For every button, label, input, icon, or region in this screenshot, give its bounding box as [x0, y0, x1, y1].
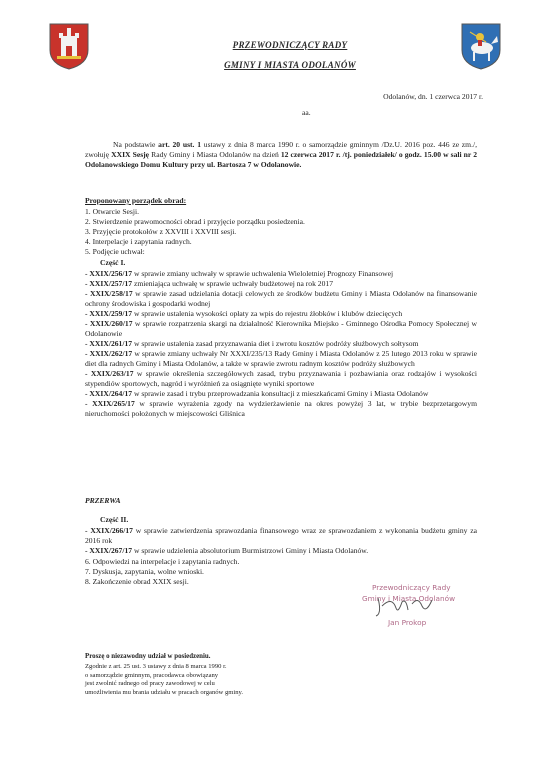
intro-text-3: Rady Gminy i Miasta Odolanów na dzień [149, 150, 281, 159]
intro-bold-1: art. 20 ust. 1 [158, 140, 202, 149]
header-line-2: GMINY I MIASTA ODOLANÓW [224, 60, 356, 70]
resolution-item: - XXIX/264/17 w sprawie zasad i trybu przeprowadzania konsultacji z mieszkańcami Gminy i Miasta Odolanów [85, 389, 429, 398]
break-label: PRZERWA [85, 496, 121, 505]
stamp-line-1: Przewodniczący Rady [372, 583, 451, 592]
agenda-title: Proponowany porządek obrad: [85, 196, 187, 205]
part-2-heading: Część II. [100, 515, 129, 524]
note-line: Zgodnie z art. 25 ust. 3 ustawy z dnia 8 marca 1990 r. [85, 663, 227, 670]
resolutions-part-1 [85, 269, 477, 419]
resolution-item: - XXIX/267/17 w sprawie udzielenia absolutorium Burmistrzowi Gminy i Miasta Odolanów. [85, 546, 369, 555]
resolution-item: - XXIX/257/17 zmieniająca uchwałę w sprawie uchwały budżetowej na rok 2017 [85, 279, 333, 288]
resolution-item: - XXIX/256/17 w sprawie zmiany uchwały w sprawie uchwalenia Wieloletniej Prognozy Finansowej [85, 269, 394, 278]
town-crest-left [48, 22, 90, 70]
note-line: o samorządzie gminnym, pracodawca obowiązany [85, 671, 219, 679]
intro-bold-3: 12 czerwca 2017 r. /tj. poniedziałek/ o godz. 15.00 w sali nr 2 Odolanowskiego Domu Kultury przy ul. Bartosza 7 w Odolanowie. [85, 150, 477, 169]
header-line-1: PRZEWODNICZĄCY RADY [232, 40, 348, 50]
resolution-item: - XXIX/265/17 w sprawie wyrażenia zgody na wydzierżawienie na okres powyżej 3 lat, w trybie bezprzetargowym nieruchomości położonych w miejscowości Gliśnica [85, 399, 477, 418]
note-line: umożliwienia mu brania udziału w pracach organów gminy. [85, 689, 244, 697]
resolution-item: - XXIX/260/17 w sprawie rozpatrzenia skargi na działalność Kierownika Miejsko - Gminnego Ośrodka Pomocy Społecznej w Odolanowie [85, 319, 477, 338]
intro-text-1: Na podstawie [113, 140, 159, 149]
agenda-item: 5. Podjęcie uchwał: [85, 247, 145, 256]
agenda-item: 7. Dyskusja, zapytania, wolne wnioski. [85, 567, 204, 576]
agenda-item: 6. Odpowiedzi na interpelacje i zapytania radnych. [85, 557, 240, 566]
agenda-item: 2. Stwierdzenie prawomocności obrad i przyjęcie porządku posiedzenia. [85, 217, 305, 226]
note-title: Proszę o niezawodny udział w posiedzeniu. [85, 653, 211, 660]
resolution-item: - XXIX/259/17 w sprawie ustalenia wysokości opłaty za wpis do rejestru żłobków i klubów dziecięcych [85, 309, 403, 318]
resolution-item: - XXIX/266/17 w sprawie zatwierdzenia sprawozdania finansowego wraz ze sprawozdaniem z wykonania budżetu gminy za 2016 rok [85, 526, 477, 545]
date-line: Odolanów, dn. 1 czerwca 2017 r. [383, 92, 483, 101]
part-1-heading: Część I. [100, 258, 126, 267]
signature-scribble-icon [372, 594, 442, 620]
agenda-list-1 [85, 207, 477, 257]
note-line: jest zwolnić radnego od pracy zawodowej w celu [85, 680, 215, 688]
reference-mark: aa. [302, 108, 311, 117]
resolution-item: - XXIX/258/17 w sprawie zasad udzielania dotacji celowych ze środków budżetu Gminy i Miasta Odolanów na finansowanie ochrony środowiska i gospodarki wodnej [85, 289, 477, 308]
intro-paragraph [85, 140, 477, 170]
resolution-item: - XXIX/263/17 w sprawie określenia szczegółowych zasad, trybu przyznawania i pozbawiania oraz rodzajów i wysokości stypendiów sportowych, nagród i wyróżnień za osiągnięte wyniki sportowe [85, 369, 477, 388]
stamp-name: Jan Prokop [388, 618, 427, 627]
resolution-item: - XXIX/261/17 w sprawie ustalenia zasad przyznawania diet i zwrotu kosztów podróży służbowych sołtysom [85, 339, 419, 348]
agenda-item: 3. Przyjęcie protokołów z XXVIII i XXVIII sesji. [85, 227, 237, 236]
intro-text-2: ustawy z dnia 8 marca 1990 r. o samorządzie gminnym /Dz.U. 2016 poz. 446 ze zm./, zwołuję [85, 140, 477, 159]
agenda-item: 8. Zakończenie obrad XXIX sesji. [85, 577, 189, 586]
note-body [85, 663, 243, 698]
resolution-item: - XXIX/262/17 w sprawie zmiany uchwały Nr XXXI/235/13 Rady Gminy i Miasta Odolanów z 25 lutego 2013 roku w sprawie diet dla radnych Gminy i Miasta Odolanów, a także w sprawie zwrotu radnym kosztów podróży służbowych [85, 349, 477, 368]
horseman-crest-icon [460, 22, 502, 70]
agenda-item: 4. Interpelacje i zapytania radnych. [85, 237, 192, 246]
intro-bold-2: XXIX Sesję [111, 150, 150, 159]
stamp-line-2: Gminy i Miasta Odolanów [362, 594, 456, 603]
agenda-item: 1. Otwarcie Sesji. [85, 207, 139, 216]
resolutions-part-2 [85, 526, 477, 556]
castle-crest-icon [48, 22, 90, 70]
county-crest-right [460, 22, 502, 70]
